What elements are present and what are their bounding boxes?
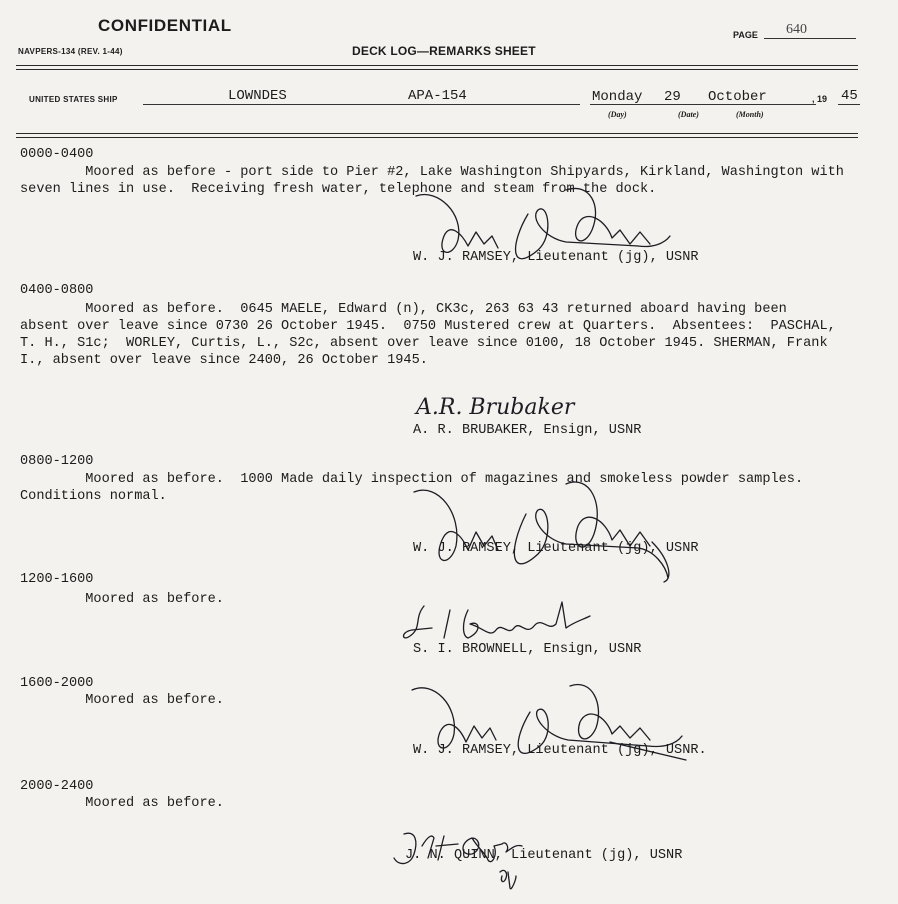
remarks-line: Conditions normal.	[20, 489, 167, 504]
ship-name-line	[143, 104, 580, 105]
remarks-line: Moored as before. 1000 Made daily inspection of magazines and smokeless powder samples.	[20, 472, 804, 487]
watch-period: 1600-2000	[20, 676, 94, 691]
date-value: 29	[664, 89, 681, 105]
signature-ramsey: W. J. RAMSEY, Lieutenant (jg), USNR	[413, 250, 699, 265]
ship-hull-number: APA-154	[408, 88, 467, 104]
year-value: 45	[841, 88, 858, 104]
remarks-line: absent over leave since 0730 26 October 1945. 0750 Mustered crew at Quarters. Absentees: PASCHAL,	[20, 319, 836, 334]
signature-ramsey: W. J. RAMSEY, Lieutenant (jg), USNR	[413, 541, 699, 556]
watch-period: 2000-2400	[20, 779, 94, 794]
ship-name: LOWNDES	[228, 88, 287, 104]
remarks-line: seven lines in use. Receiving fresh water, telephone and steam from the dock.	[20, 182, 657, 197]
day-caption: (Day)	[608, 110, 627, 119]
month-caption: (Month)	[736, 110, 764, 119]
sheet-title: DECK LOG—REMARKS SHEET	[352, 44, 536, 58]
signature-ramsey: W. J. RAMSEY, Lieutenant (jg), USNR.	[413, 743, 707, 758]
year-line	[838, 104, 860, 105]
form-number: NAVPERS-134 (REV. 1-44)	[18, 47, 123, 56]
date-caption: (Date)	[678, 110, 699, 119]
signature-brubaker: A. R. BRUBAKER, Ensign, USNR	[413, 423, 642, 438]
ramsey-signature-scribble	[398, 474, 688, 586]
brubaker-handwriting: A.R. Brubaker	[416, 395, 575, 420]
remarks-line: Moored as before. 0645 MAELE, Edward (n), CK3c, 263 63 43 returned aboard having been	[20, 302, 787, 317]
brownell-signature-scribble	[398, 598, 598, 648]
header-rule-top	[16, 65, 858, 66]
month-value: October	[708, 89, 767, 105]
header-rule-bottom	[16, 133, 858, 134]
remarks-line: Moored as before.	[20, 796, 224, 811]
signature-brownell: S. I. BROWNELL, Ensign, USNR	[413, 642, 642, 657]
watch-period: 1200-1600	[20, 572, 94, 587]
remarks-line: Moored as before.	[20, 693, 224, 708]
ship-label: UNITED STATES SHIP	[29, 95, 118, 104]
page-number: 640	[786, 22, 807, 37]
page-label: PAGE	[733, 30, 758, 40]
watch-period: 0800-1200	[20, 454, 94, 469]
remarks-line: I., absent over leave since 2400, 26 October 1945.	[20, 353, 428, 368]
remarks-line: Moored as before.	[20, 592, 224, 607]
page-number-line	[764, 38, 856, 39]
day-value: Monday	[592, 89, 643, 105]
header-rule-bottom-double	[16, 137, 858, 138]
remarks-line: T. H., S1c; WORLEY, Curtis, L., S2c, absent over leave since 0100, 18 October 1945. SHERMAN, Frank	[20, 336, 828, 351]
initials-mark	[496, 866, 520, 892]
year-prefix: , 19	[812, 94, 828, 104]
watch-period: 0400-0800	[20, 283, 94, 298]
watch-period: 0000-0400	[20, 147, 94, 162]
header-rule-top-double	[16, 69, 858, 70]
signature-quinn: J. N. QUINN, Lieutenant (jg), USNR	[405, 848, 683, 863]
brubaker-signature-handwritten	[414, 386, 574, 422]
remarks-line: Moored as before - port side to Pier #2, Lake Washington Shipyards, Kirkland, Washington with	[20, 165, 844, 180]
classification-heading: CONFIDENTIAL	[98, 16, 232, 35]
